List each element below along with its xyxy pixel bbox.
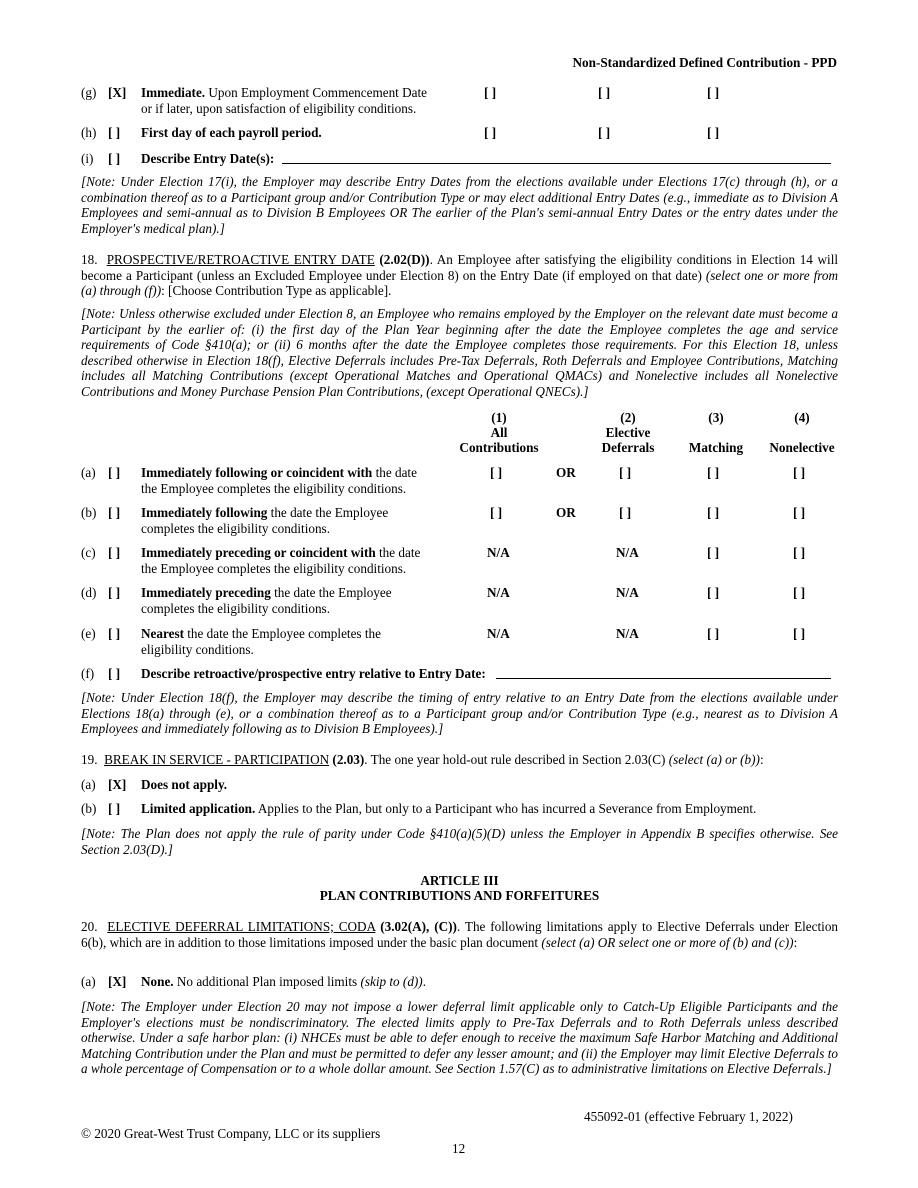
checkbox-nonelective[interactable]: [ ] xyxy=(793,626,806,641)
checkbox[interactable]: [ ] xyxy=(108,545,121,560)
item-label: Immediately following or coincident with the date xyxy=(141,465,417,480)
document-header: Non-Standardized Defined Contribution - PPD xyxy=(572,55,837,70)
checkbox-matching[interactable]: [ ] xyxy=(707,585,720,600)
item-label-line2: eligibility conditions. xyxy=(141,642,254,657)
item-letter: (f) xyxy=(81,666,95,681)
checkbox-matching[interactable]: [ ] xyxy=(707,465,720,480)
note-election-20: [Note: The Employer under Election 20 may not impose a lower deferral limit applicable only to Catch-Up Eligible Participants and the Employer's elections must be nondiscriminatory. The elected limits apply to Pre-Tax Deferrals and to Roth Deferrals unless described otherwise. Under a safe harbor plan: (i) NHCEs must be able to defer enough to receive the maximum Safe Harbor Matching and Additional Matching Contribution under the Plan and must be permitted to defer any lesser amount; and (ii) the Employer may limit Elective Deferrals to a whole percentage of Compensation or to a whole dollar amount. See Section 1.57(C) as to administrative limitations on Elective Deferrals.] xyxy=(81,999,838,1077)
checkbox[interactable]: [ ] xyxy=(108,626,121,641)
document-id: 455092-01 (effective February 1, 2022) xyxy=(584,1109,793,1124)
checkbox-elective-deferrals[interactable]: [ ] xyxy=(619,505,632,520)
item-label: Immediately following the date the Employee xyxy=(141,505,389,520)
item-letter: (b) xyxy=(81,801,97,816)
article-heading: ARTICLE III PLAN CONTRIBUTIONS AND FORFEITURES xyxy=(319,873,600,903)
election-19-heading: 19. BREAK IN SERVICE - PARTICIPATION (2.03). The one year hold-out rule described in Section 2.03(C) (select (a) or (b)): xyxy=(81,752,764,767)
item-letter: (h) xyxy=(81,125,97,140)
item-label-line2: completes the eligibility conditions. xyxy=(141,601,330,616)
checkbox[interactable]: [ ] xyxy=(108,505,121,520)
checkbox[interactable]: [ ] xyxy=(707,125,720,140)
not-applicable-label: N/A xyxy=(487,626,510,641)
checkbox[interactable]: [ ] xyxy=(707,85,720,100)
item-letter: (a) xyxy=(81,777,96,792)
item-label: None. No additional Plan imposed limits (skip to (d)). xyxy=(141,974,426,989)
checkbox[interactable]: [ ] xyxy=(484,125,497,140)
checkbox-matching[interactable]: [ ] xyxy=(707,545,720,560)
election-18-title: PROSPECTIVE/RETROACTIVE ENTRY DATE xyxy=(106,252,375,267)
checkbox[interactable]: [ ] xyxy=(484,85,497,100)
checkbox-nonelective[interactable]: [ ] xyxy=(793,505,806,520)
item-letter: (i) xyxy=(81,151,94,166)
note-election-19: [Note: The Plan does not apply the rule of parity under Code §410(a)(5)(D) unless the Employer in Appendix B specifies otherwise. See Section 2.03(D).] xyxy=(81,826,838,857)
column-elective-deferrals: (2) Elective Deferrals xyxy=(601,410,655,455)
item-letter: (a) xyxy=(81,465,96,480)
item-letter: (c) xyxy=(81,545,96,560)
checkbox-checked[interactable]: [X] xyxy=(108,777,127,792)
not-applicable-label: N/A xyxy=(487,585,510,600)
checkbox-checked[interactable]: [X] xyxy=(108,85,127,100)
checkbox[interactable]: [ ] xyxy=(108,801,121,816)
not-applicable-label: N/A xyxy=(487,545,510,560)
checkbox[interactable]: [ ] xyxy=(108,125,121,140)
entry-date-fill-line[interactable] xyxy=(282,163,831,164)
checkbox[interactable]: [ ] xyxy=(108,151,121,166)
checkbox-elective-deferrals[interactable]: [ ] xyxy=(619,465,632,480)
checkbox[interactable]: [ ] xyxy=(598,125,611,140)
item-label: Immediate. Upon Employment Commencement Date xyxy=(141,85,428,100)
item-letter: (a) xyxy=(81,974,96,989)
item-label: Describe retroactive/prospective entry relative to Entry Date: xyxy=(141,666,486,681)
item-letter: (e) xyxy=(81,626,96,641)
checkbox-checked[interactable]: [X] xyxy=(108,974,127,989)
election-19-title: BREAK IN SERVICE - PARTICIPATION xyxy=(104,752,330,767)
column-all-contributions: (1) All Contributions xyxy=(459,410,539,455)
item-label-line2: or if later, upon satisfaction of eligibility conditions. xyxy=(141,101,417,116)
checkbox[interactable]: [ ] xyxy=(598,85,611,100)
election-18-heading: 18. PROSPECTIVE/RETROACTIVE ENTRY DATE (2.02(D)). An Employee after satisfying the eligibility conditions in Election 14 will become a Participant (unless an Excluded Employee under Election 8) on the Entry Date (if employed on that date) (select one or more from (a) through (f)): [Choose Contribution Type as applicable]. xyxy=(81,252,839,299)
item-label: Does not apply. xyxy=(141,777,228,792)
item-letter: (b) xyxy=(81,505,97,520)
checkbox-nonelective[interactable]: [ ] xyxy=(793,545,806,560)
item-label: Immediately preceding the date the Employee xyxy=(141,585,392,600)
checkbox-nonelective[interactable]: [ ] xyxy=(793,585,806,600)
item-label: Nearest the date the Employee completes the xyxy=(141,626,381,641)
not-applicable-label: N/A xyxy=(616,585,639,600)
checkbox-all-contributions[interactable]: [ ] xyxy=(490,505,503,520)
item-label: First day of each payroll period. xyxy=(141,125,322,140)
checkbox-all-contributions[interactable]: [ ] xyxy=(490,465,503,480)
column-nonelective: (4) Nonelective xyxy=(769,410,835,455)
note-election-18: [Note: Unless otherwise excluded under Election 8, an Employee who remains employed by the Employer on the relevant date must become a Participant by the earlier of: (i) the first day of the Plan Year beginning after the date the Employee completes the age and service requirements of Code §410(a); or (ii) 6 months after the date the Employee completes those requirements. For this Election 18, unless described otherwise in Election 18(f), Elective Deferrals includes Pre-Tax Deferrals, Roth Deferrals and Employee Contributions, Matching includes all Matching Contributions (except Operational Matches and Operational QMACs) and Nonelective includes all Nonelective Contributions and Money Purchase Pension Plan Contributions, (except Operational QNECs).] xyxy=(81,306,838,399)
copyright: © 2020 Great-West Trust Company, LLC or its suppliers xyxy=(81,1126,381,1141)
item-label-line2: the Employee completes the eligibility conditions. xyxy=(141,481,407,496)
checkbox-nonelective[interactable]: [ ] xyxy=(793,465,806,480)
checkbox[interactable]: [ ] xyxy=(108,465,121,480)
item-letter: (d) xyxy=(81,585,97,600)
checkbox[interactable]: [ ] xyxy=(108,666,121,681)
item-label: Immediately preceding or coincident with the date xyxy=(141,545,421,560)
note-election-18f: [Note: Under Election 18(f), the Employer may describe the timing of entry relative to an Entry Date from the elections available under Elections 18(a) through (e), or a combination thereof as to a Participant group and/or Contribution Type (e.g., nearest as to Division A Employees and immediately following as to Division B Employees).] xyxy=(81,690,838,737)
or-label: OR xyxy=(556,505,576,520)
election-20-heading: 20. ELECTIVE DEFERRAL LIMITATIONS; CODA (3.02(A), (C)). The following limitations apply to Elective Deferrals under Election 6(b), which are in addition to those limitations imposed under the basic plan document (select (a) OR select one or more of (b) and (c)): xyxy=(81,919,839,950)
checkbox-matching[interactable]: [ ] xyxy=(707,505,720,520)
note-election-17: [Note: Under Election 17(i), the Employer may describe Entry Dates from the elections available under Elections 17(c) through (h), or a combination thereof as to a Participant group and/or Contribution Type or may elect additional Entry Dates (e.g., immediate as to Division A Employees and semi-annual as to Division B Employees OR The earlier of the Plan's semi-annual Entry Dates or the entry dates under the Employer's medical plan).] xyxy=(81,174,838,236)
not-applicable-label: N/A xyxy=(616,545,639,560)
item-label-line2: the Employee completes the eligibility conditions. xyxy=(141,561,407,576)
election-20-title: ELECTIVE DEFERRAL LIMITATIONS; CODA xyxy=(107,919,376,934)
not-applicable-label: N/A xyxy=(616,626,639,641)
or-label: OR xyxy=(556,465,576,480)
item-letter: (g) xyxy=(81,85,97,100)
item-label: Limited application. Applies to the Plan, but only to a Participant who has incurred a Severance from Employment. xyxy=(141,801,757,816)
item-label-line2: completes the eligibility conditions. xyxy=(141,521,330,536)
checkbox[interactable]: [ ] xyxy=(108,585,121,600)
checkbox-matching[interactable]: [ ] xyxy=(707,626,720,641)
entry-description-fill-line[interactable] xyxy=(496,678,831,679)
page-number: 12 xyxy=(452,1141,466,1156)
column-matching: (3) Matching xyxy=(688,410,744,455)
item-label: Describe Entry Date(s): xyxy=(141,151,275,166)
